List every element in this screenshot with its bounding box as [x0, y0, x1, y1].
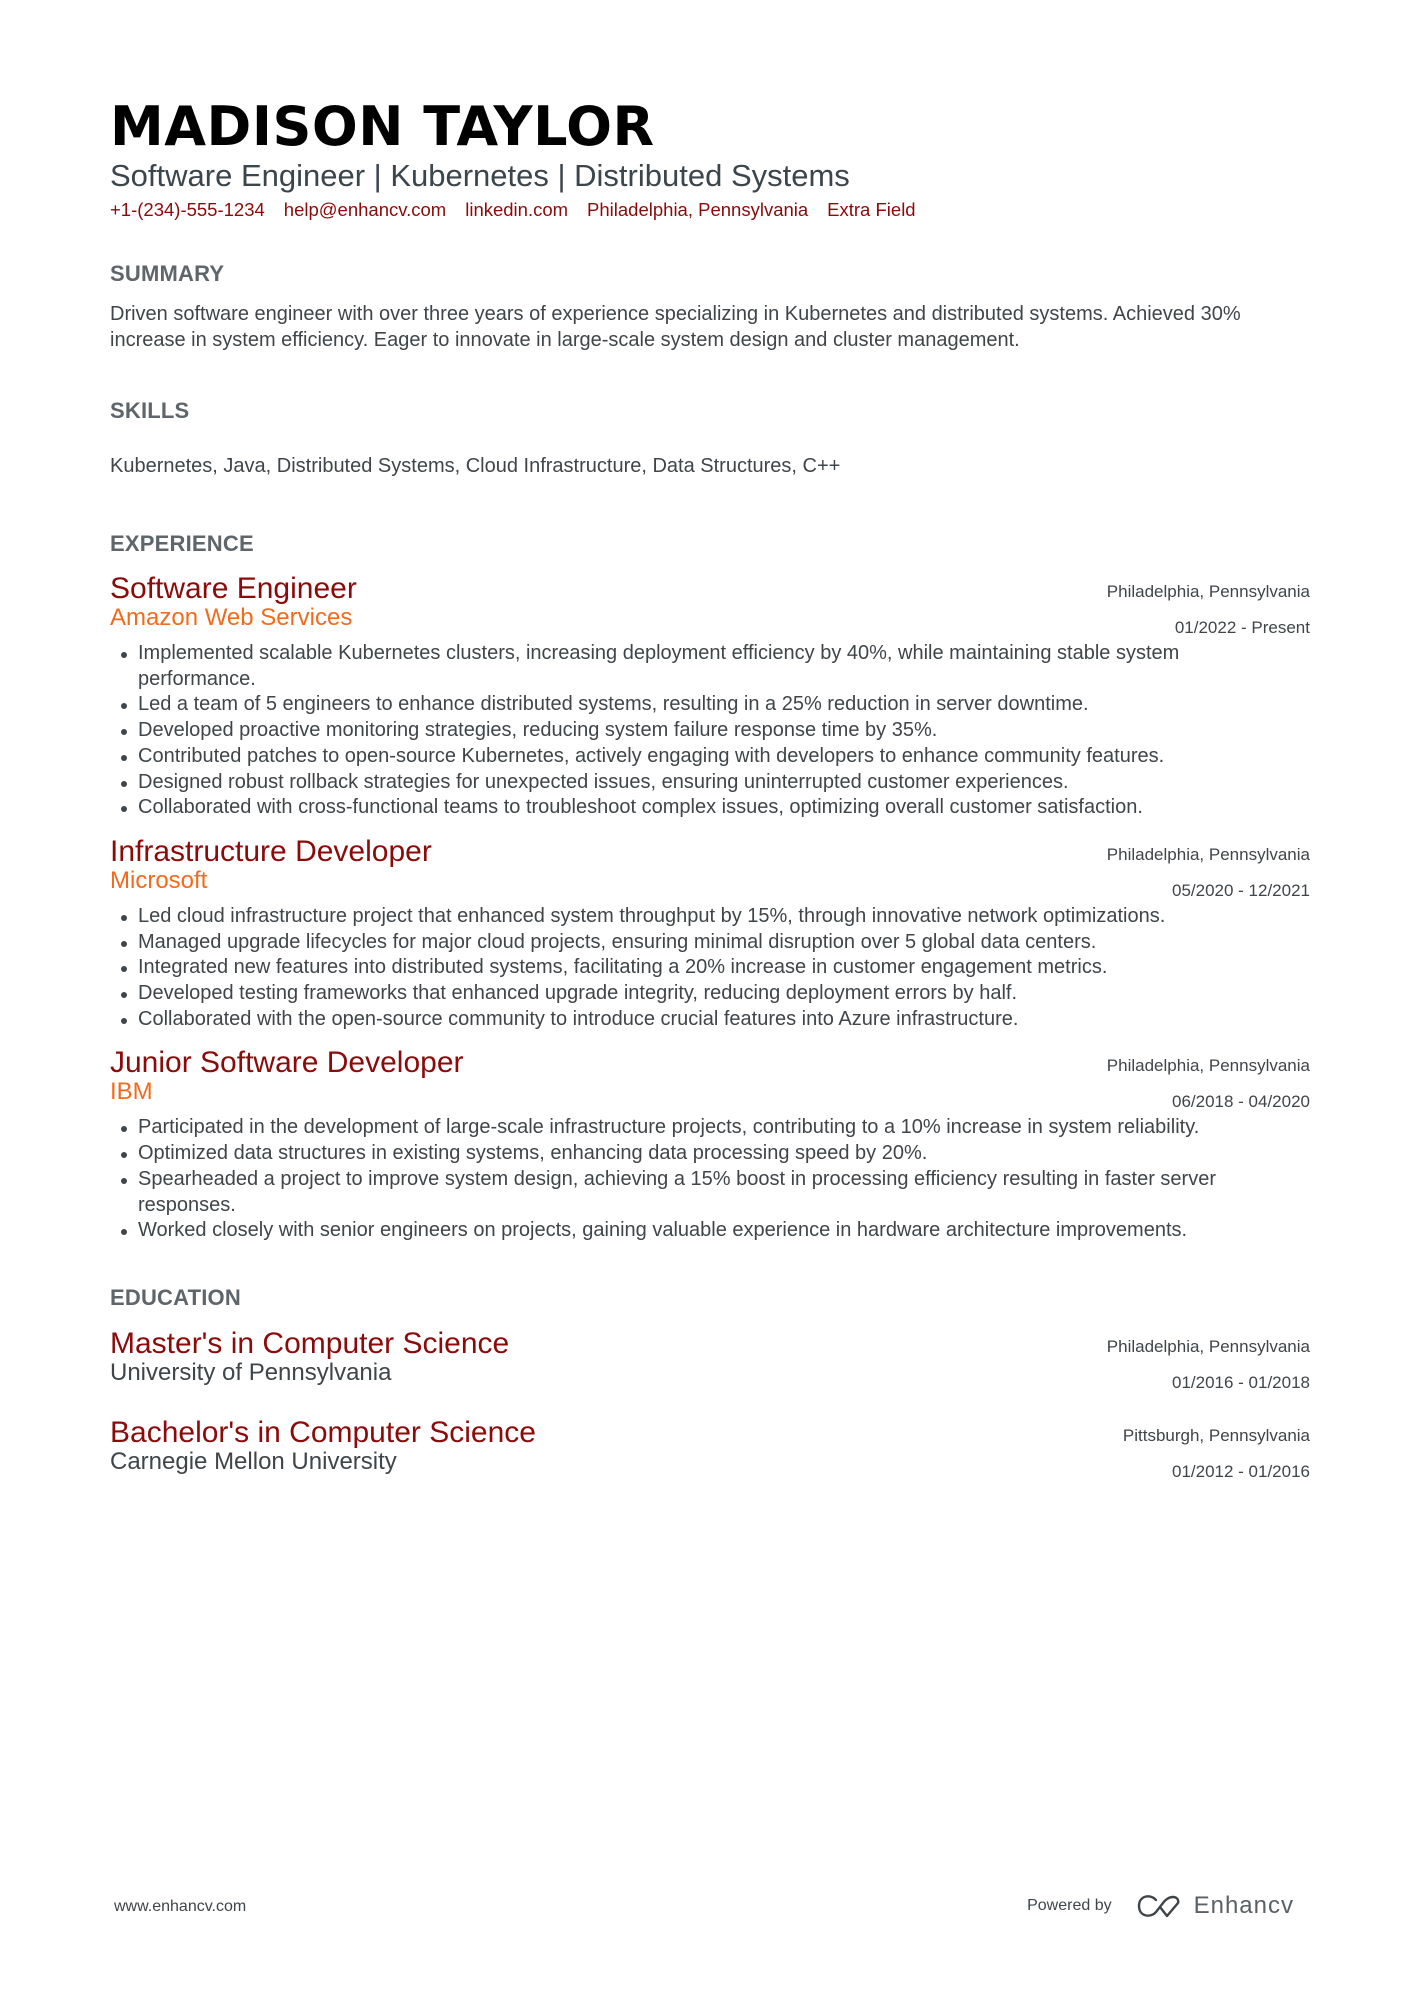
bullet-item: Spearheaded a project to improve system design, achieving a 15% boost in processing efficiency resulting in faster server responses.: [110, 1167, 1310, 1218]
experience-entry: [110, 571, 1310, 821]
bullet-item: Led a team of 5 engineers to enhance distributed systems, resulting in a 25% reduction in server downtime.: [110, 692, 1310, 718]
degree-title: Bachelor's in Computer Science: [110, 1415, 536, 1449]
section-title-experience: EXPERIENCE: [110, 531, 254, 556]
job-title: Junior Software Developer: [110, 1046, 464, 1080]
summary-section: [110, 260, 1310, 353]
school-name: Carnegie Mellon University: [110, 1447, 397, 1475]
bullet-item: Managed upgrade lifecycles for major cloud projects, ensuring minimal disruption over 5 global data centers.: [110, 930, 1310, 956]
education-meta: [1107, 1329, 1310, 1401]
contact-phone[interactable]: +1-(234)-555-1234: [110, 199, 265, 220]
footer-branding: [1027, 1892, 1294, 1920]
job-title: Infrastructure Developer: [110, 834, 432, 868]
experience-entry-header: [110, 834, 1310, 898]
bullet-item: Participated in the development of large-scale infrastructure projects, contributing to a 10% increase in system reliability.: [110, 1115, 1310, 1141]
education-dates: 01/2012 - 01/2016: [1171, 1461, 1310, 1481]
bullet-item: Developed proactive monitoring strategies, reducing system failure response time by 35%.: [110, 718, 1310, 744]
summary-text: Driven software engineer with over three years of experience specializing in Kubernetes and distributed systems. Achieved 30% increase in system efficiency. Eager to innovate in large-scale system design and cluster management.: [110, 303, 1241, 351]
experience-section: [110, 530, 1310, 1244]
bullet-item: Contributed patches to open-source Kubernetes, actively engaging with developers to enhance community features.: [110, 744, 1310, 770]
section-title-skills: SKILLS: [110, 398, 190, 423]
education-meta: [1123, 1418, 1310, 1490]
company-name: IBM: [110, 1078, 153, 1106]
enhancv-logo[interactable]: [1136, 1892, 1294, 1920]
education-entry: [110, 1415, 1310, 1490]
contact-extra-field: Extra Field: [827, 199, 916, 220]
job-dates: 05/2020 - 12/2021: [1171, 880, 1310, 900]
school-name: University of Pennsylvania: [110, 1358, 392, 1386]
bullet-item: Worked closely with senior engineers on projects, gaining valuable experience in hardware architecture improvements.: [110, 1218, 1310, 1244]
experience-entry-header: [110, 571, 1310, 635]
job-dates: 06/2018 - 04/2020: [1171, 1092, 1310, 1112]
powered-by-label: Powered by: [1027, 1897, 1112, 1914]
bullet-item: Collaborated with cross-functional teams to troubleshoot complex issues, optimizing overall customer satisfaction.: [110, 795, 1310, 821]
contact-location: Philadelphia, Pennsylvania: [587, 199, 809, 220]
job-bullets: [110, 641, 1310, 821]
contact-email[interactable]: help@enhancv.com: [283, 199, 447, 220]
education-section: [110, 1284, 1310, 1490]
job-bullets: [110, 1115, 1310, 1244]
bullet-item: Optimized data structures in existing systems, enhancing data processing speed by 20%.: [110, 1141, 1310, 1167]
resume-header: [110, 95, 1310, 223]
experience-entry: [110, 834, 1310, 1033]
enhancv-logo-icon: [1136, 1893, 1182, 1919]
education-location: Philadelphia, Pennsylvania: [1106, 1336, 1310, 1356]
bullet-item: Integrated new features into distributed systems, facilitating a 20% increase in customer engagement metrics.: [110, 955, 1310, 981]
enhancv-brand-name: Enhancv: [1193, 1892, 1294, 1919]
candidate-name: MADISON TAYLOR: [110, 95, 655, 158]
job-meta: [1107, 574, 1310, 646]
bullet-item: Developed testing frameworks that enhanced upgrade integrity, reducing deployment errors by half.: [110, 981, 1310, 1007]
resume-page: [110, 95, 1310, 1490]
experience-entry-header: [110, 1045, 1310, 1112]
bullet-item: Led cloud infrastructure project that enhanced system throughput by 15%, through innovative network optimizations.: [110, 904, 1310, 930]
footer-website-link[interactable]: www.enhancv.com: [114, 1898, 247, 1915]
company-name: Microsoft: [110, 866, 208, 894]
contact-linkedin[interactable]: linkedin.com: [465, 199, 569, 220]
skills-section: [110, 397, 1310, 479]
job-title: Software Engineer: [110, 572, 357, 605]
job-meta: [1107, 837, 1310, 909]
job-location: Philadelphia, Pennsylvania: [1106, 844, 1310, 864]
education-entry: [110, 1326, 1310, 1401]
job-location: Philadelphia, Pennsylvania: [1106, 1056, 1310, 1076]
degree-title: Master's in Computer Science: [110, 1326, 510, 1360]
bullet-item: Implemented scalable Kubernetes clusters, increasing deployment efficiency by 40%, while maintaining stable system performance.: [110, 641, 1310, 692]
contact-bar: [110, 197, 1310, 223]
company-name: Amazon Web Services: [110, 604, 353, 631]
section-title-education: EDUCATION: [110, 1284, 241, 1310]
job-location: Philadelphia, Pennsylvania: [1106, 582, 1310, 601]
education-location: Pittsburgh, Pennsylvania: [1122, 1425, 1310, 1445]
bullet-item: Collaborated with the open-source community to introduce crucial features into Azure infrastructure.: [110, 1007, 1310, 1033]
education-dates: 01/2016 - 01/2018: [1171, 1372, 1310, 1392]
candidate-headline: Software Engineer | Kubernetes | Distributed Systems: [110, 158, 850, 193]
section-title-summary: SUMMARY: [110, 261, 225, 286]
experience-entry: [110, 1045, 1310, 1244]
job-dates: 01/2022 - Present: [1174, 618, 1310, 637]
job-bullets: [110, 904, 1310, 1033]
skills-list: Kubernetes, Java, Distributed Systems, Cloud Infrastructure, Data Structures, C++: [110, 455, 841, 477]
bullet-item: Designed robust rollback strategies for unexpected issues, ensuring uninterrupted customer experiences.: [110, 770, 1310, 796]
job-meta: [1107, 1048, 1310, 1120]
page-footer: [114, 1894, 1294, 1924]
